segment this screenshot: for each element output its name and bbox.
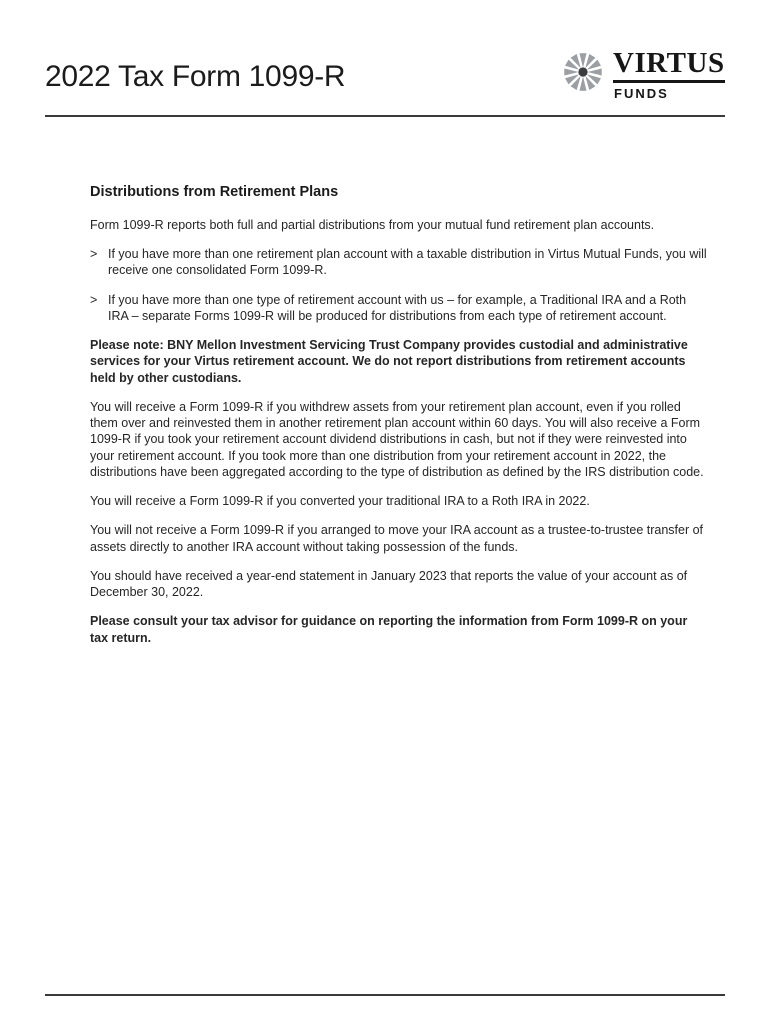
bullet-marker: > <box>90 292 98 307</box>
paragraph: You will receive a Form 1099-R if you converted your traditional IRA to a Roth IRA in 2022. <box>90 494 590 509</box>
logo-divider <box>613 80 725 83</box>
note-paragraph: Please note: BNY Mellon Investment Servicing Trust Company provides custodial and administrative services for your Virtus retirement account. We do not report distributions from retirement accounts held by other custodians. <box>90 338 688 385</box>
starburst-icon <box>561 50 605 94</box>
paragraph: You will receive a Form 1099-R if you withdrew assets from your retirement plan account, even if you rolled them over and reinvested them in another retirement plan account within 60 days. You will also receive a Form 1099-R if you took your retirement account dividend distributions in cash, but not if they were reinvested into your retirement account. If you took more than one distribution from your retirement account in 2022, the distributions have been aggregated according to the type of distribution as defined by the IRS distribution code. <box>90 399 704 479</box>
section-heading: Distributions from Retirement Plans <box>90 184 339 200</box>
content <box>0 117 770 646</box>
header-row <box>45 48 725 101</box>
header <box>0 0 770 117</box>
paragraph: You should have received a year-end statement in January 2023 that reports the value of your account as of December 30, 2022. <box>90 568 688 600</box>
bullet-text: If you have more than one retirement plan account with a taxable distribution in Virtus Mutual Funds, you will receive one consolidated Form 1099-R. <box>108 247 707 278</box>
intro-paragraph: Form 1099-R reports both full and partial distributions from your mutual fund retirement plan accounts. <box>90 217 655 232</box>
bullet-marker: > <box>90 247 98 262</box>
logo-sub-text: FUNDS <box>614 86 669 101</box>
footer-divider <box>45 994 725 996</box>
bullet-item <box>90 246 708 279</box>
page-title: 2022 Tax Form 1099-R <box>45 60 346 93</box>
closing-paragraph: Please consult your tax advisor for guidance on reporting the information from Form 1099-R on your tax return. <box>90 614 688 645</box>
virtus-logo <box>561 48 725 101</box>
bullet-text: If you have more than one type of retirement account with us – for example, a Traditional IRA and a Roth IRA – separate Forms 1099-R will be produced for distributions from each type of retirement account. <box>108 292 687 323</box>
logo-brand-text: VIRTUS <box>613 47 725 79</box>
paragraph: You will not receive a Form 1099-R if you arranged to move your IRA account as a trustee-to-trustee transfer of assets directly to another IRA account without taking possession of the funds. <box>90 523 704 554</box>
logo-text <box>613 48 725 101</box>
bullet-item <box>90 292 708 325</box>
